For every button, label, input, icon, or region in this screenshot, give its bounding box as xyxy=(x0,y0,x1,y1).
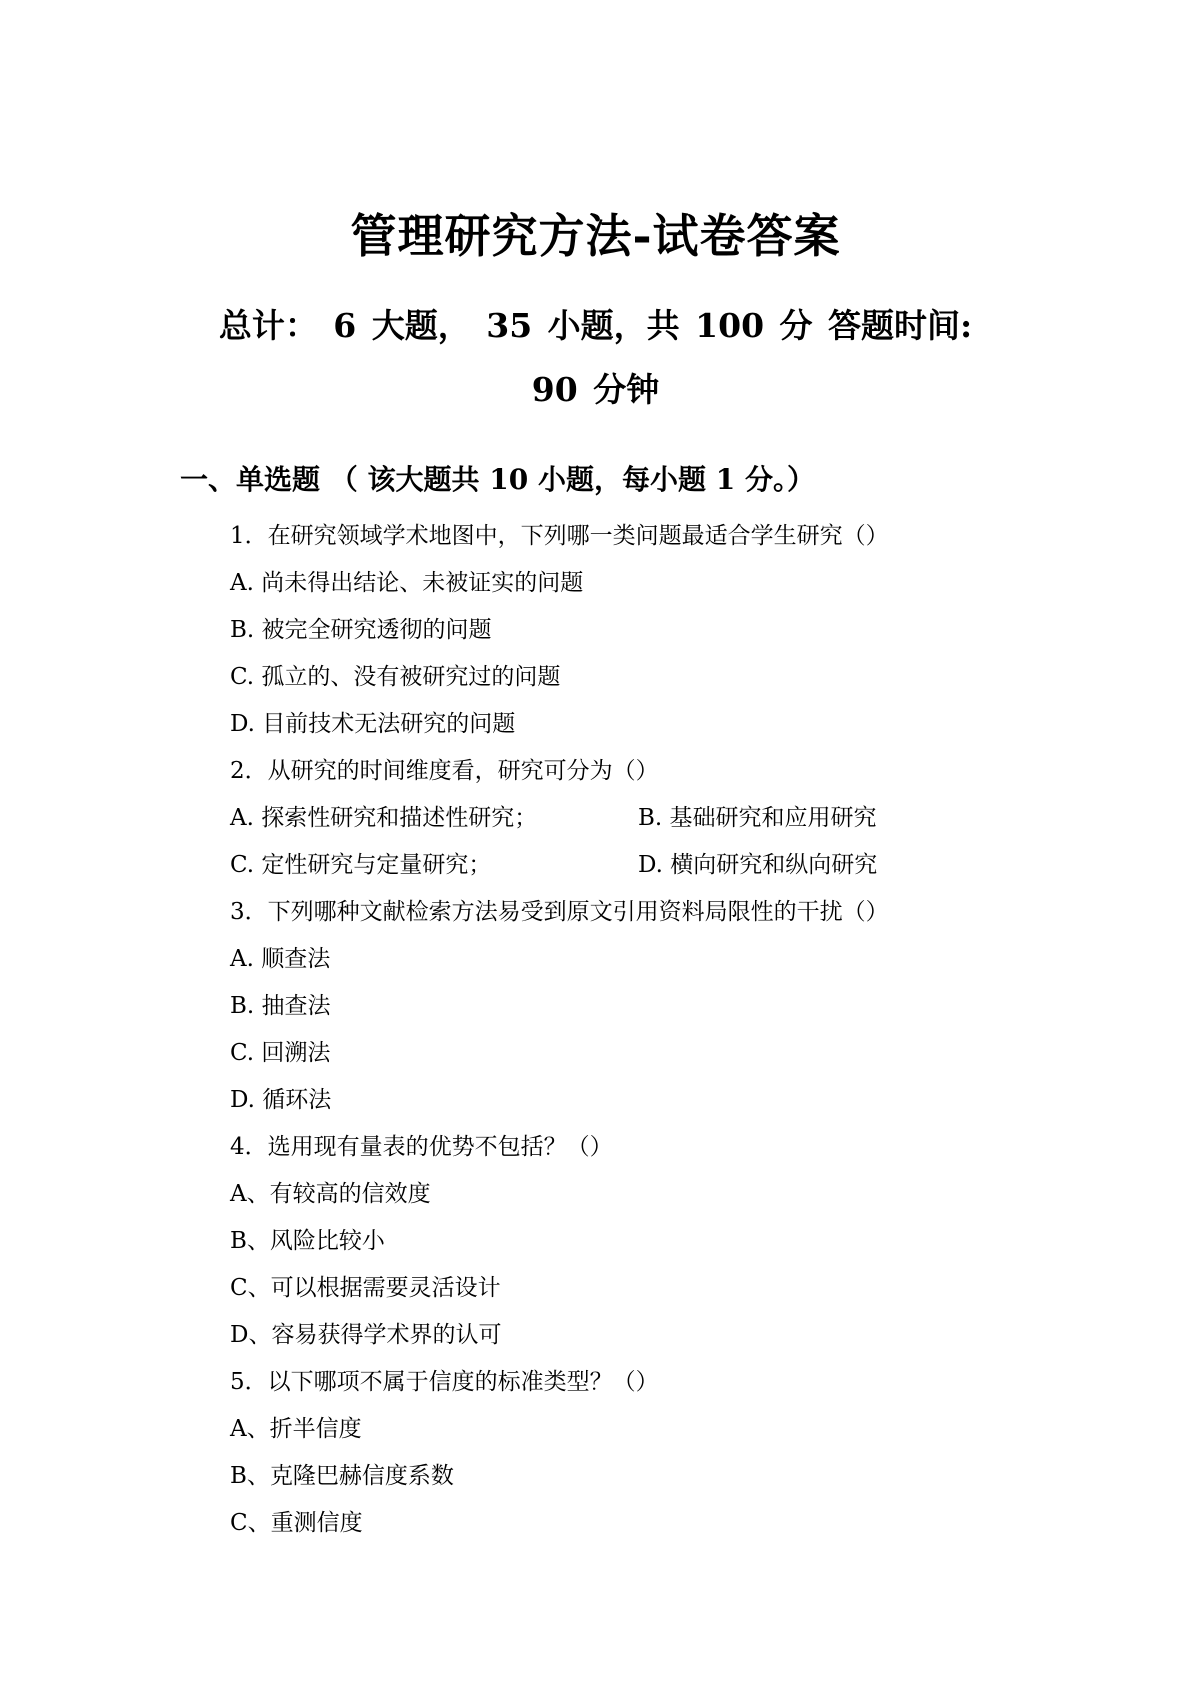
question-1-option-d: D. 目前技术无法研究的问题 xyxy=(230,711,516,737)
question-4-option-d: D、容易获得学术界的认可 xyxy=(230,1322,502,1348)
section-heading-single-choice: 一、单选题 （ 该大题共 10 小题，每小题 1 分。） xyxy=(180,463,815,496)
question-1-option-a: A. 尚未得出结论、未被证实的问题 xyxy=(230,570,584,596)
exam-summary-line-1: 总计： 6 大题， 35 小题，共 100 分 答题时间: xyxy=(218,306,973,345)
question-5-stem: 5．以下哪项不属于信度的标准类型？（） xyxy=(230,1369,659,1395)
question-1-option-b: B. 被完全研究透彻的问题 xyxy=(230,617,492,643)
question-1-option-c: C. 孤立的、没有被研究过的问题 xyxy=(230,664,561,690)
question-3-option-a: A. 顺查法 xyxy=(230,946,331,972)
question-4-option-b: B、风险比较小 xyxy=(230,1228,385,1254)
document-title: 管理研究方法-试卷答案 xyxy=(350,209,841,263)
question-2-option-a: A. 探索性研究和描述性研究； xyxy=(230,805,538,831)
question-3-option-b: B. 抽查法 xyxy=(230,993,331,1019)
question-3-stem: 3．下列哪种文献检索方法易受到原文引用资料局限性的干扰（） xyxy=(230,899,889,925)
question-3-option-c: C. 回溯法 xyxy=(230,1040,331,1066)
question-2-option-c: C. 定性研究与定量研究； xyxy=(230,852,492,878)
question-1-stem: 1．在研究领域学术地图中，下列哪一类问题最适合学生研究（） xyxy=(230,523,889,549)
question-2-stem: 2．从研究的时间维度看，研究可分为（） xyxy=(230,758,659,784)
question-2-option-b: B. 基础研究和应用研究 xyxy=(638,805,877,831)
question-3-option-d: D. 循环法 xyxy=(230,1087,332,1113)
question-5-option-a: A、折半信度 xyxy=(230,1416,362,1442)
question-4-option-a: A、有较高的信效度 xyxy=(230,1181,431,1207)
question-4-stem: 4．选用现有量表的优势不包括？（） xyxy=(230,1134,613,1160)
question-4-option-c: C、可以根据需要灵活设计 xyxy=(230,1275,501,1301)
question-2-option-d: D. 横向研究和纵向研究 xyxy=(638,852,878,878)
exam-summary-line-2: 90 分钟 xyxy=(531,370,660,409)
question-5-option-c: C、重测信度 xyxy=(230,1510,363,1536)
question-5-option-b: B、克隆巴赫信度系数 xyxy=(230,1463,454,1489)
